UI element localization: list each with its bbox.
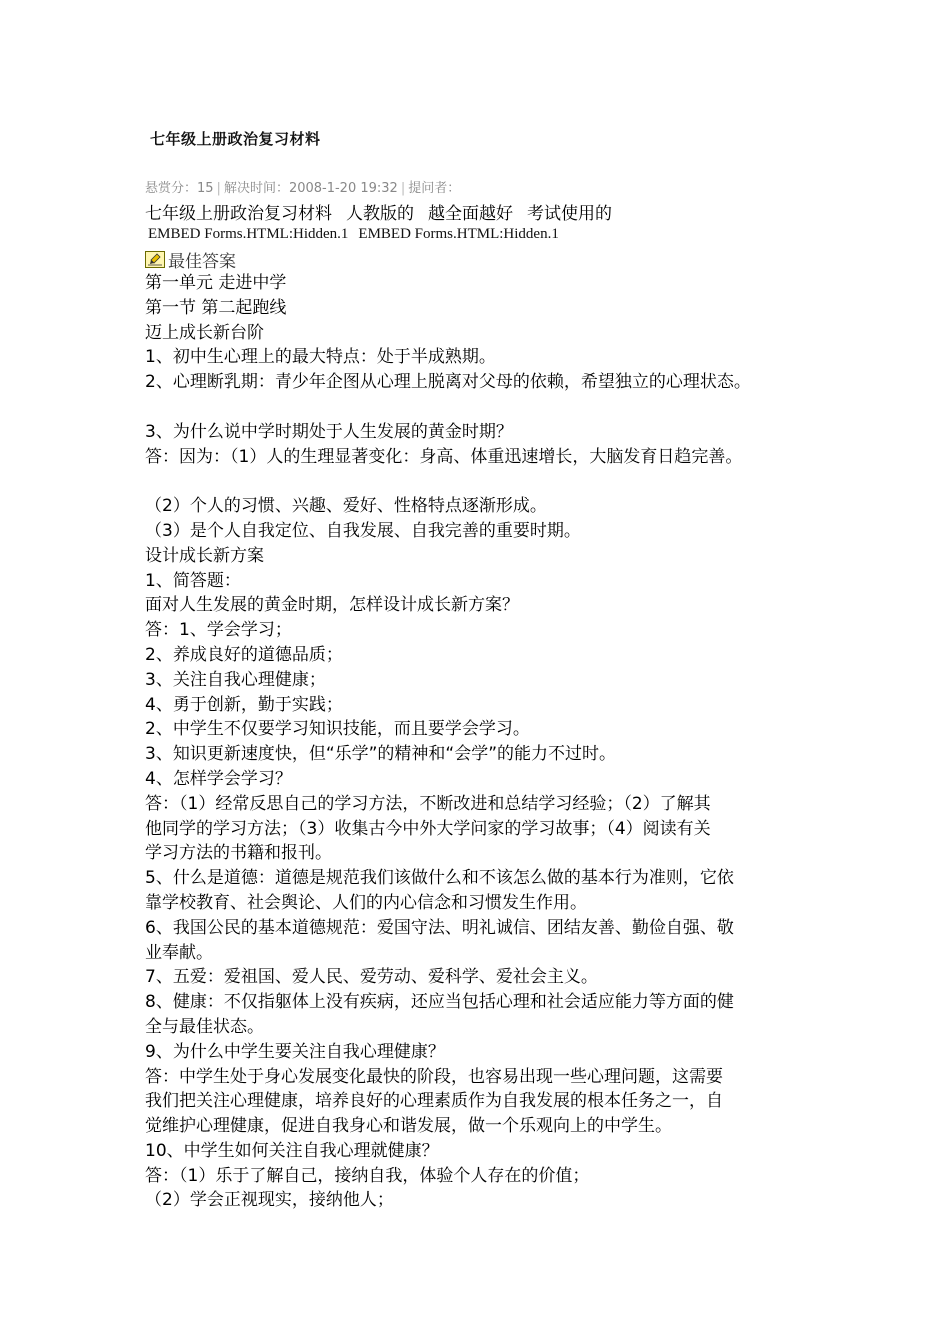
solved-time-text: 解决时间：2008-1-20 19:32 [223,181,398,196]
content-line: 学习方法的书籍和报刊。 [145,843,332,864]
content-line: 答：1、学会学习； [145,620,292,641]
embed-field-codes [148,226,569,243]
meta-separator: | [216,181,221,196]
content-line: 2、养成良好的道德品质； [145,644,343,665]
content-line: 答：因为：（1）人的生理显著变化：身高、体重迅速增长，大脑发育日趋完善。 [145,446,743,467]
content-line: 迈上成长新台阶 [145,322,264,343]
content-line: 2、中学生不仅要学习知识技能，而且要学会学习。 [145,719,530,740]
subtitle-part: 人教版的 [346,204,414,224]
content-line: 3、知识更新速度快，但“乐学”的精神和“会学”的能力不过时。 [145,744,617,765]
content-line: 4、勇于创新，勤于实践； [145,694,343,715]
content-line: 6、我国公民的基本道德规范：爱国守法、明礼诚信、团结友善、勤俭自强、敬 [145,917,734,938]
content-line: 他同学的学习方法；（3）收集古今中外大学问家的学习故事；（4）阅读有关 [145,818,711,839]
content-line: 4、怎样学会学习？ [145,768,292,789]
question-meta [145,177,460,196]
embed-code: EMBED Forms.HTML:Hidden.1 [148,226,349,242]
content-line: 答：（1）经常反思自己的学习方法，不断改进和总结学习经验；（2）了解其 [145,793,711,814]
content-line: 10、中学生如何关注自我心理就健康？ [145,1140,439,1161]
content-line: 设计成长新方案 [145,545,264,566]
best-answer-label: 最佳答案 [168,252,236,272]
question-subtitle [145,199,626,224]
content-line: 9、为什么中学生要关注自我心理健康？ [145,1041,445,1062]
content-line: （2）学会正视现实，接纳他人； [145,1190,394,1211]
content-line: 全与最佳状态。 [145,1016,264,1037]
content-line: 1、简答题： [145,570,241,591]
subtitle-part: 七年级上册政治复习材料 [145,204,332,224]
content-line: 3、为什么说中学时期处于人生发展的黄金时期？ [145,421,513,442]
content-line: 第一节 第二起跑线 [145,297,287,318]
content-line: 5、什么是道德：道德是规范我们该做什么和不该怎么做的基本行为准则，它依 [145,868,734,889]
subtitle-part: 越全面越好 [428,204,513,224]
content-line: 我们把关注心理健康，培养良好的心理素质作为自我发展的根本任务之一，自 [145,1091,723,1112]
content-line: （2）个人的习惯、兴趣、爱好、性格特点逐渐形成。 [145,496,547,517]
content-line: 3、关注自我心理健康； [145,669,326,690]
best-answer-icon [145,251,165,268]
content-line: 业奉献。 [145,942,213,963]
content-line: 第一单元 走进中学 [145,273,287,293]
best-answer-header [145,247,236,272]
content-line: 答：中学生处于身心发展变化最快的阶段，也容易出现一些心理问题，这需要 [145,1066,723,1087]
blank-line [145,395,825,420]
content-line: 答：（1）乐于了解自己，接纳自我，体验个人存在的价值； [145,1165,590,1186]
content-line: 1、初中生心理上的最大特点：处于半成熟期。 [145,347,496,368]
subtitle-part: 考试使用的 [527,204,612,224]
content-line: 面对人生发展的黄金时期，怎样设计成长新方案？ [145,595,519,616]
content-line: 7、五爱：爱祖国、爱人民、爱劳动、爱科学、爱社会主义。 [145,967,598,988]
asker-text: 提问者： [408,181,461,196]
content-line: 2、心理断乳期：青少年企图从心理上脱离对父母的依赖，希望独立的心理状态。 [145,372,751,393]
content-line: 觉维护心理健康，促进自我身心和谐发展，做一个乐观向上的中学生。 [145,1116,672,1137]
embed-code: EMBED Forms.HTML:Hidden.1 [358,226,559,242]
meta-separator: | [400,181,406,196]
content-line: （3）是个人自我定位、自我发展、自我完善的重要时期。 [145,520,581,541]
reward-text: 悬赏分：15 [145,181,214,196]
content-line: 靠学校教育、社会舆论、人们的内心信念和习惯发生作用。 [145,892,587,913]
answer-content [145,271,825,1213]
document-title: 七年级上册政治复习材料 [150,130,321,148]
blank-line [145,469,825,494]
content-line: 8、健康：不仅指躯体上没有疾病，还应当包括心理和社会适应能力等方面的健 [145,992,734,1013]
